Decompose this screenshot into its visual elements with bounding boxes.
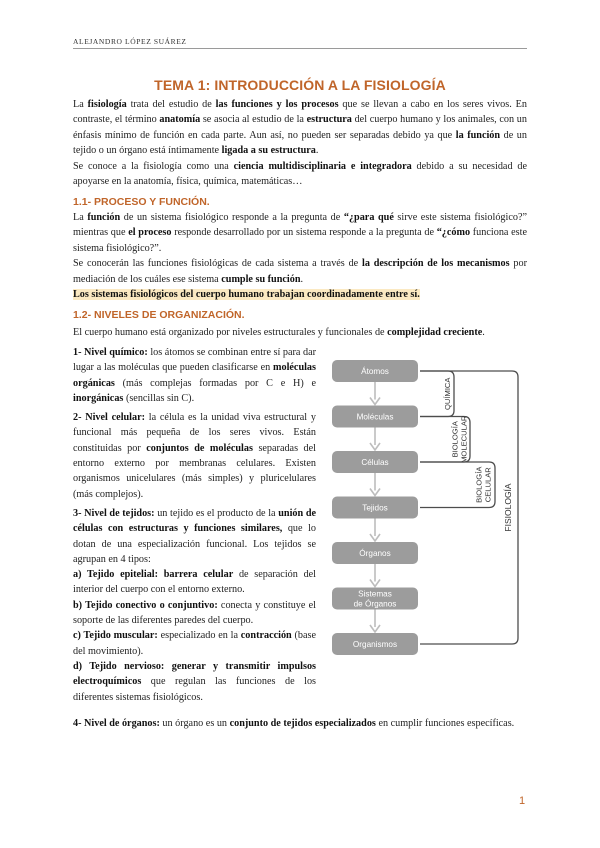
diagram-level-label: Moléculas (356, 412, 394, 422)
section-1-body (73, 210, 527, 302)
diagram-level-1 (332, 406, 418, 428)
organization-levels-diagram (322, 344, 527, 671)
diagram-level-5 (332, 588, 418, 610)
section-1-paragraph-1: La función de un sistema fisiológico responde a la pregunta de “¿para qué sirve este sistema fisiológico?” mientras que el proceso responde desarrollado por un sistema responde a la pregunta de “¿cómo funciona este sistema fisiológico?”. (73, 212, 527, 254)
levels-column (73, 345, 316, 705)
page-title: TEMA 1: INTRODUCCIÓN A LA FISIOLOGÍA (154, 77, 446, 93)
diagram-level-label: Órganos (359, 549, 391, 558)
diagram-level-label: de Órganos (353, 599, 397, 609)
intro-paragraph-1: La fisiología trata del estudio de las funciones y los procesos que se llevan a cabo en los seres vivos. En contraste, el término anatomía se asocia al estudio de la estructura del cuerpo humano y los animales, con un énfasis mínimo de función en cada parte. Aun así, no pueden ser separadas debido ya que la función de un tejido o un órgano está íntimamente ligada a su estructura. (73, 99, 527, 157)
intro-section (73, 97, 527, 189)
diagram-level-label: Organismos (352, 640, 398, 649)
diagram-level-label: Tejidos (362, 503, 388, 513)
diagram-bracket-label: MOLECULAR (459, 415, 469, 463)
diagram-level-label: Células (361, 458, 389, 467)
tissue-nervous: d) Tejido nervioso: generar y transmitir impulsos electroquímicos que regulan las funciones de los diferentes sistemas fisiológicos. (73, 660, 316, 703)
level-1-chemical: 1- Nivel químico: los átomos se combinan entre sí para dar lugar a las moléculas que pueden clasificarse en moléculas orgánicas (más complejas formadas por C e H) e inorgánicas (sencillas sin C). (73, 347, 317, 404)
section-1-highlight: Los sistemas fisiológicos del cuerpo humano trabajan coordinadamente entre sí. (73, 289, 420, 301)
level-3-tissues: 3- Nivel de tejidos: un tejido es el producto de la unión de células con estructuras y funciones similares, que lo dotan de una especialización funcional. Los tejidos se agrupan en 4 tipos: (73, 507, 317, 565)
level-4-organs: 4- Nivel de órganos: un órgano es un conjunto de tejidos especializados en cumplir funciones específicas. (73, 718, 515, 729)
intro-paragraph-2: Se conoce a la fisiología como una ciencia multidisciplinaria e integradora debido a su necesidad de apoyarse en la anatomía, física, química, matemáticas… (73, 160, 527, 188)
section-2-intro: El cuerpo humano está organizado por niveles estructurales y funcionales de complejidad creciente. (73, 327, 485, 338)
diagram-bracket-label: CELULAR (483, 467, 493, 503)
tissue-epithelial: a) Tejido epitelial: barrera celular de separación del interior del cuerpo con el entorno externo. (73, 569, 317, 596)
level-2-cellular: 2- Nivel celular: la célula es la unidad viva estructural y funcional más pequeña de los seres vivos. Están constituidas por conjuntos de moléculas separadas del entorno externo por membranas celulares. Existen organismos unicelulares (más simples) y pluricelulares (más complejos). (73, 412, 316, 500)
diagram-level-0 (332, 360, 418, 382)
section-1-heading: 1.1- PROCESO Y FUNCIÓN. (73, 196, 210, 208)
diagram-bracket-label: BIOLOGÍA (474, 466, 484, 503)
diagram-level-2 (332, 451, 418, 473)
section-2-heading: 1.2- NIVELES DE ORGANIZACIÓN. (73, 309, 245, 321)
diagram-bracket-2 (420, 462, 495, 508)
diagram-level-label: Sistemas (358, 589, 392, 599)
diagram-bracket-0 (420, 371, 454, 417)
diagram-bracket-label: FISIOLOGÍA (503, 483, 513, 532)
diagram-level-3 (332, 497, 418, 519)
page-number: 1 (519, 795, 526, 807)
author-header: ALEJANDRO LÓPEZ SUÁREZ (73, 37, 187, 46)
section-1-paragraph-2: Se conocerán las funciones fisiológicas de cada sistema a través de la descripción de los mecanismos por mediación de los cuáles ese sistema cumple su función. (73, 258, 527, 285)
diagram-bracket-label: QUÍMICA (443, 377, 452, 410)
header-rule (73, 48, 527, 49)
tissue-muscular: c) Tejido muscular: especializado en la contracción (base del movimiento). (73, 630, 316, 657)
diagram-level-6 (332, 633, 418, 655)
diagram-level-4 (332, 542, 418, 564)
diagram-bracket-label: BIOLOGÍA (450, 421, 460, 458)
tissue-connective: b) Tejido conectivo o conjuntivo: conecta y constituye el soporte de las diferentes paredes del cuerpo. (73, 599, 316, 627)
diagram-level-label: Átomos (361, 367, 389, 376)
diagram-bracket-1 (420, 415, 470, 463)
